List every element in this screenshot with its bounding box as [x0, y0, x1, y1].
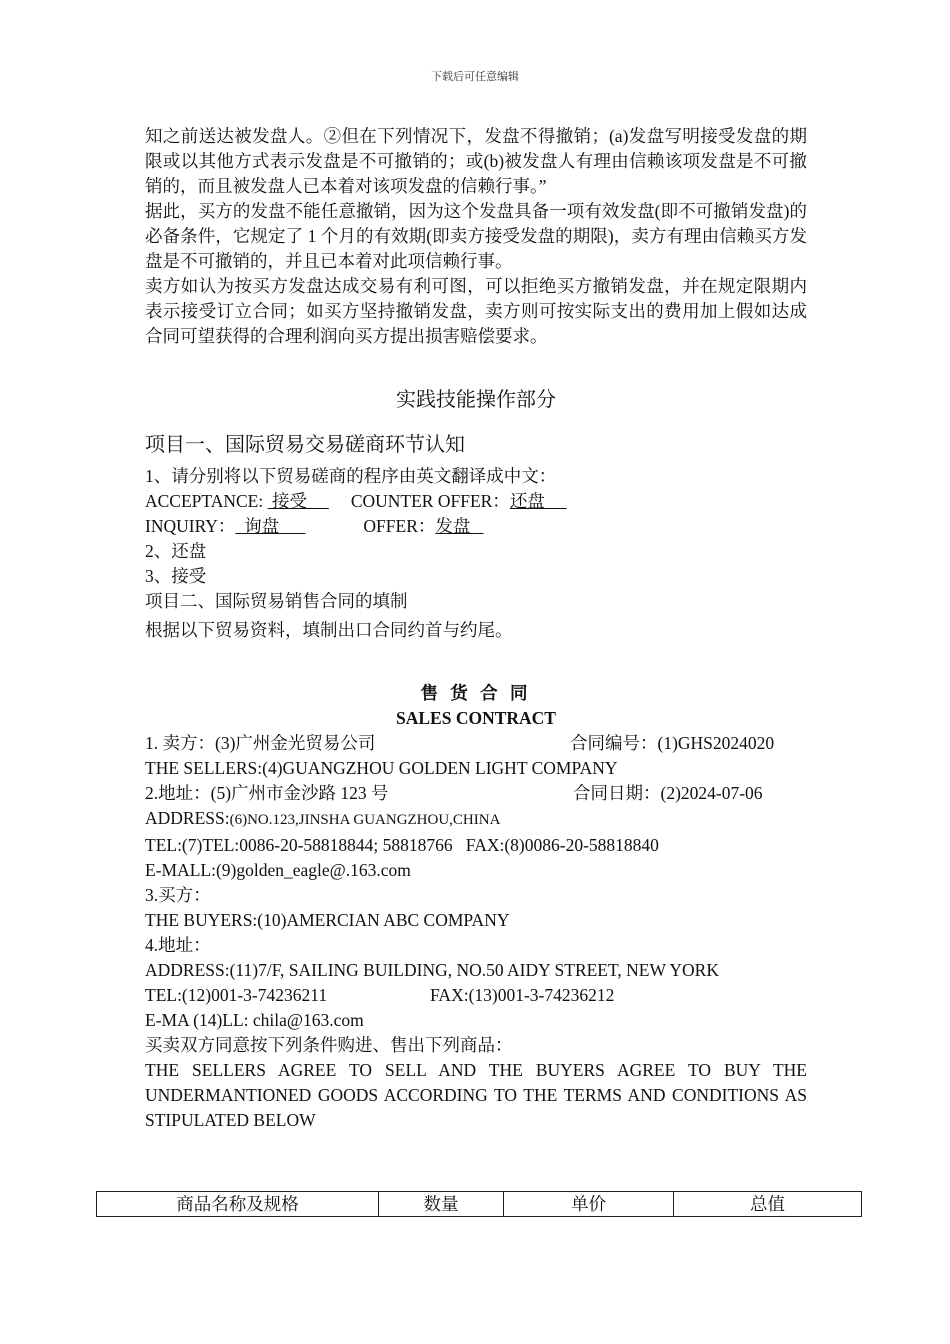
project1-question-3: 3、接受 [145, 566, 207, 586]
seller-address-value: (6)NO.123,JINSHA GUANGZHOU,CHINA [229, 812, 501, 828]
translation-row-1 [145, 489, 807, 514]
contract-title-en: SALES CONTRACT [396, 708, 556, 728]
seller-row [145, 731, 807, 756]
section-title: 实践技能操作部分 [396, 389, 556, 411]
project2-title: 项目二、国际贸易销售合同的填制 [145, 591, 408, 611]
seller-address-row [145, 781, 807, 806]
buyer-email: E-MA (14)LL: chila@163.com [145, 1010, 364, 1030]
seller-address-label: ADDRESS: [145, 808, 230, 828]
contract-date: 合同日期：(2)2024-07-06 [573, 783, 763, 803]
seller-address-en [145, 806, 807, 833]
agreement-en: THE SELLERS AGREE TO SELL AND THE BUYERS AGREE TO BUY THE UNDERMANTIONED GOODS ACCORDING TO THE TERMS AND CONDITIONS AS STIPULATED BELOW [145, 1060, 807, 1130]
paragraph-analysis: 据此，买方的发盘不能任意撤销，因为这个发盘具备一项有效发盘(即不可撤销发盘)的必备条件，它规定了 1 个月的有效期(即卖方接受发盘的期限)，卖方有理由信赖买方发盘是不可撤销的，并且已本着对此项信赖行事。 [145, 201, 807, 271]
agreement-cn: 买卖双方同意按下列条件购进、售出下列商品： [145, 1035, 513, 1055]
buyer-fax: FAX:(13)001-3-74236212 [430, 985, 615, 1005]
document-body [145, 124, 807, 1133]
header-quantity: 数量 [379, 1192, 504, 1217]
counter-offer-answer: 还盘 [509, 491, 567, 511]
seller-en: THE SELLERS:(4)GUANGZHOU GOLDEN LIGHT COMPANY [145, 758, 618, 778]
inquiry-answer: 询盘 [235, 516, 306, 536]
seller-address-cn: 2.地址：(5)广州市金沙路 123 号 [145, 783, 389, 803]
contract-title-cn: 售 货 合 同 [420, 683, 532, 703]
buyer-en: THE BUYERS:(10)AMERCIAN ABC COMPANY [145, 910, 510, 930]
project2-instruction: 根据以下贸易资料，填制出口合同约首与约尾。 [145, 620, 513, 640]
buyer-address-en: ADDRESS:(11)7/F, SAILING BUILDING, NO.50 AIDY STREET, NEW YORK [145, 960, 719, 980]
acceptance-label: ACCEPTANCE: [145, 491, 268, 511]
header-total-value: 总值 [674, 1192, 862, 1217]
goods-table-header-row [97, 1192, 862, 1217]
paragraph-seller-remedy: 卖方如认为按买方发盘达成交易有利可图，可以拒绝买方撤销发盘，并在规定限期内表示接受订立合同；如买方坚持撤销发盘，卖方则可按实际支出的费用加上假如达成合同可望获得的合理利润向买方提出损害赔偿要求。 [145, 276, 807, 346]
buyer-address-cn: 4.地址： [145, 935, 211, 955]
buyer-tel: TEL:(12)001-3-74236211 [145, 985, 328, 1005]
translation-row-2 [145, 514, 807, 539]
header-goods-description: 商品名称及规格 [97, 1192, 379, 1217]
seller-tel-fax: TEL:(7)TEL:0086-20-58818844; 58818766 FAX:(8)0086-20-58818840 [145, 835, 659, 855]
acceptance-answer: 接受 [267, 491, 329, 511]
paragraph-offer-revocation: 知之前送达被发盘人。②但在下列情况下，发盘不得撤销；(a)发盘写明接受发盘的期限或以其他方式表示发盘是不可撤销的；或(b)被发盘人有理由信赖该项发盘是不可撤销的，而且被发盘人已本着对该项发盘的信赖行事。” [145, 126, 807, 196]
project1-question-2: 2、还盘 [145, 541, 207, 561]
seller-cn: 1. 卖方：(3)广州金光贸易公司 [145, 733, 376, 753]
buyer-tel-fax-row [145, 983, 807, 1008]
goods-table [96, 1191, 862, 1217]
contract-number: 合同编号：(1)GHS2024020 [570, 733, 775, 753]
header-unit-price: 单价 [504, 1192, 674, 1217]
inquiry-label: INQUIRY： [145, 516, 236, 536]
page-header-note: 下载后可任意编辑 [431, 71, 519, 83]
seller-email: E-MALL:(9)golden_eagle@.163.com [145, 860, 411, 880]
project1-question-1: 1、请分别将以下贸易磋商的程序由英文翻译成中文： [145, 466, 557, 486]
buyer-cn: 3.买方： [145, 885, 211, 905]
project1-title: 项目一、国际贸易交易磋商环节认知 [145, 434, 465, 456]
offer-label: OFFER： [363, 516, 436, 536]
counter-offer-label: COUNTER OFFER： [350, 491, 510, 511]
offer-answer: 发盘 [435, 516, 484, 536]
